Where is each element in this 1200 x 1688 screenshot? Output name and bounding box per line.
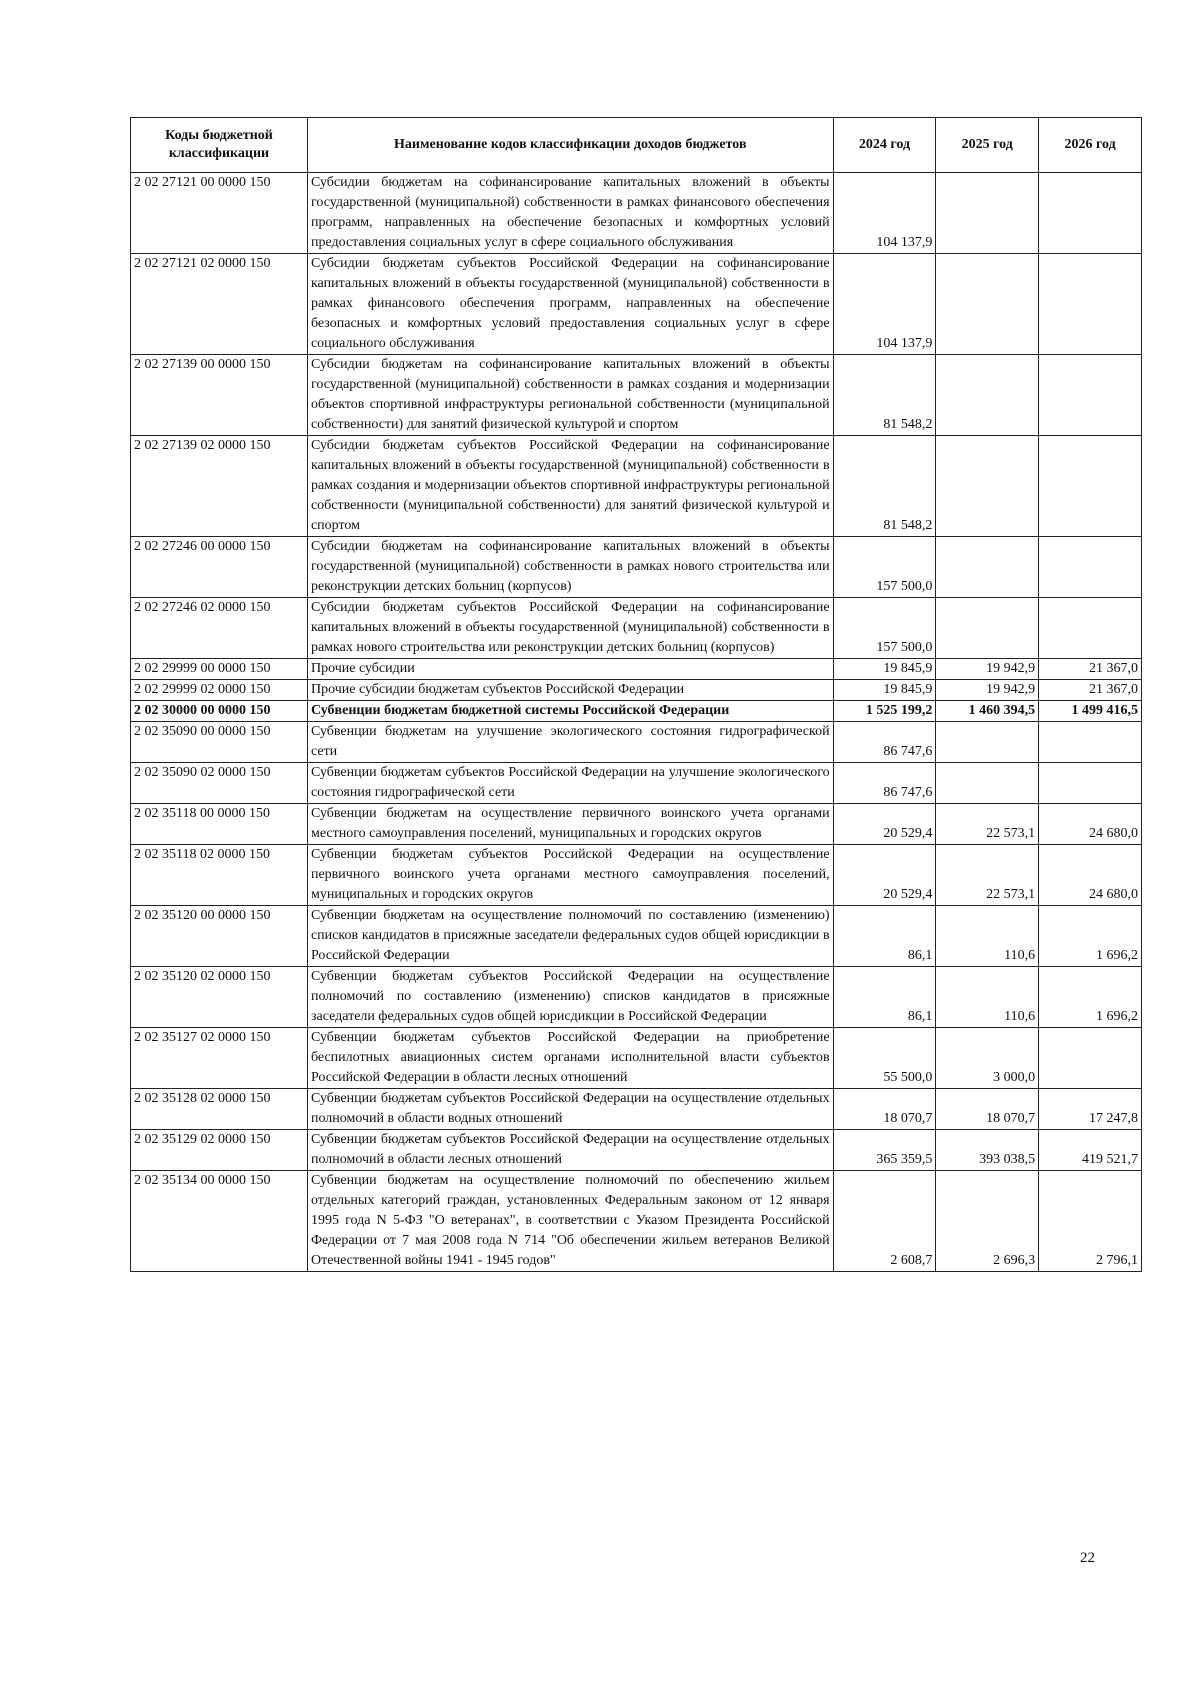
cell-2025: 3 000,0 xyxy=(936,1028,1039,1089)
cell-2026: 419 521,7 xyxy=(1039,1130,1142,1171)
cell-code: 2 02 27139 00 0000 150 xyxy=(131,355,308,436)
cell-2024: 104 137,9 xyxy=(833,254,936,355)
table-row xyxy=(131,659,1142,680)
table-row xyxy=(131,537,1142,598)
cell-2025 xyxy=(936,436,1039,537)
page-number: 22 xyxy=(1080,1550,1095,1566)
cell-2025 xyxy=(936,173,1039,254)
cell-name: Субвенции бюджетам субъектов Российской Федерации на осуществление отдельных полномочий в области лесных отношений xyxy=(307,1130,833,1171)
cell-name: Субвенции бюджетам субъектов Российской Федерации на приобретение беспилотных авиационных систем органами исполнительной власти субъектов Российской Федерации в области лесных отношений xyxy=(307,1028,833,1089)
cell-2024: 20 529,4 xyxy=(833,845,936,906)
cell-name: Прочие субсидии xyxy=(307,659,833,680)
cell-2025: 393 038,5 xyxy=(936,1130,1039,1171)
cell-code: 2 02 35120 02 0000 150 xyxy=(131,967,308,1028)
header-name: Наименование кодов классификации доходов бюджетов xyxy=(307,118,833,173)
cell-code: 2 02 35128 02 0000 150 xyxy=(131,1089,308,1130)
table-row xyxy=(131,598,1142,659)
cell-code: 2 02 27121 00 0000 150 xyxy=(131,173,308,254)
cell-code: 2 02 27246 00 0000 150 xyxy=(131,537,308,598)
cell-2025: 2 696,3 xyxy=(936,1171,1039,1272)
cell-2026: 17 247,8 xyxy=(1039,1089,1142,1130)
cell-2024: 2 608,7 xyxy=(833,1171,936,1272)
header-year-2024: 2024 год xyxy=(833,118,936,173)
cell-code: 2 02 35090 00 0000 150 xyxy=(131,722,308,763)
cell-code: 2 02 30000 00 0000 150 xyxy=(131,701,308,722)
cell-name: Субвенции бюджетам на осуществление полномочий по составлению (изменению) списков кандидатов в присяжные заседатели федеральных судов общей юрисдикции в Российской Федерации xyxy=(307,906,833,967)
table-row xyxy=(131,1171,1142,1272)
cell-2025: 18 070,7 xyxy=(936,1089,1039,1130)
cell-2026: 24 680,0 xyxy=(1039,804,1142,845)
cell-name: Субвенции бюджетам на осуществление первичного воинского учета органами местного самоуправления поселений, муниципальных и городских округов xyxy=(307,804,833,845)
table-row xyxy=(131,701,1142,722)
cell-2025 xyxy=(936,763,1039,804)
cell-2024: 20 529,4 xyxy=(833,804,936,845)
cell-2025 xyxy=(936,537,1039,598)
table-row xyxy=(131,845,1142,906)
cell-2024: 365 359,5 xyxy=(833,1130,936,1171)
cell-name: Субвенции бюджетам субъектов Российской Федерации на улучшение экологического состояния гидрографической сети xyxy=(307,763,833,804)
cell-name: Субсидии бюджетам на софинансирование капитальных вложений в объекты государственной (муниципальной) собственности в рамках нового строительства или реконструкции детских больниц (корпусов) xyxy=(307,537,833,598)
cell-name: Субсидии бюджетам субъектов Российской Федерации на софинансирование капитальных вложений в объекты государственной (муниципальной) собственности в рамках создания и модернизации объектов спортивной инфраструктуры региональной собственности (муниципальной собственности) для занятий физической культурой и спортом xyxy=(307,436,833,537)
cell-code: 2 02 35118 00 0000 150 xyxy=(131,804,308,845)
table-row xyxy=(131,763,1142,804)
budget-revenue-table xyxy=(130,117,1142,1272)
cell-code: 2 02 35129 02 0000 150 xyxy=(131,1130,308,1171)
table-row xyxy=(131,967,1142,1028)
cell-2024: 81 548,2 xyxy=(833,355,936,436)
table-row xyxy=(131,680,1142,701)
cell-code: 2 02 35127 02 0000 150 xyxy=(131,1028,308,1089)
cell-2024: 86,1 xyxy=(833,906,936,967)
cell-2024: 157 500,0 xyxy=(833,537,936,598)
table-row xyxy=(131,722,1142,763)
table-row xyxy=(131,1089,1142,1130)
cell-2026: 21 367,0 xyxy=(1039,680,1142,701)
table-row xyxy=(131,173,1142,254)
cell-2025: 110,6 xyxy=(936,967,1039,1028)
cell-name: Прочие субсидии бюджетам субъектов Российской Федерации xyxy=(307,680,833,701)
cell-2025: 22 573,1 xyxy=(936,845,1039,906)
cell-2026: 1 696,2 xyxy=(1039,906,1142,967)
cell-code: 2 02 27121 02 0000 150 xyxy=(131,254,308,355)
cell-2026 xyxy=(1039,722,1142,763)
cell-2026 xyxy=(1039,173,1142,254)
cell-2025: 110,6 xyxy=(936,906,1039,967)
cell-2025: 1 460 394,5 xyxy=(936,701,1039,722)
cell-2024: 81 548,2 xyxy=(833,436,936,537)
cell-2025 xyxy=(936,722,1039,763)
cell-code: 2 02 27246 02 0000 150 xyxy=(131,598,308,659)
cell-name: Субсидии бюджетам субъектов Российской Федерации на софинансирование капитальных вложений в объекты государственной (муниципальной) собственности в рамках финансового обеспечения программ, направленных на обеспечение безопасных и комфортных условий предоставления социальных услуг в сфере социального обслуживания xyxy=(307,254,833,355)
table-row xyxy=(131,1028,1142,1089)
cell-2026 xyxy=(1039,436,1142,537)
cell-2025 xyxy=(936,254,1039,355)
cell-name: Субвенции бюджетам бюджетной системы Российской Федерации xyxy=(307,701,833,722)
table-header-row xyxy=(131,118,1142,173)
table-row xyxy=(131,906,1142,967)
header-code: Коды бюджетной классификации xyxy=(131,118,308,173)
cell-2024: 1 525 199,2 xyxy=(833,701,936,722)
cell-name: Субвенции бюджетам субъектов Российской Федерации на осуществление первичного воинского учета органами местного самоуправления поселений, муниципальных и городских округов xyxy=(307,845,833,906)
cell-2025: 19 942,9 xyxy=(936,680,1039,701)
cell-2024: 157 500,0 xyxy=(833,598,936,659)
cell-code: 2 02 35090 02 0000 150 xyxy=(131,763,308,804)
cell-2025 xyxy=(936,355,1039,436)
cell-2026 xyxy=(1039,1028,1142,1089)
header-year-2025: 2025 год xyxy=(936,118,1039,173)
cell-2026: 21 367,0 xyxy=(1039,659,1142,680)
cell-2024: 104 137,9 xyxy=(833,173,936,254)
cell-2024: 55 500,0 xyxy=(833,1028,936,1089)
cell-code: 2 02 27139 02 0000 150 xyxy=(131,436,308,537)
cell-2024: 86,1 xyxy=(833,967,936,1028)
cell-2024: 19 845,9 xyxy=(833,659,936,680)
cell-name: Субсидии бюджетам субъектов Российской Федерации на софинансирование капитальных вложений в объекты государственной (муниципальной) собственности в рамках нового строительства или реконструкции детских больниц (корпусов) xyxy=(307,598,833,659)
cell-2026 xyxy=(1039,254,1142,355)
cell-code: 2 02 29999 02 0000 150 xyxy=(131,680,308,701)
cell-2026 xyxy=(1039,355,1142,436)
cell-code: 2 02 35134 00 0000 150 xyxy=(131,1171,308,1272)
cell-2024: 86 747,6 xyxy=(833,722,936,763)
table-row xyxy=(131,355,1142,436)
cell-name: Субвенции бюджетам субъектов Российской Федерации на осуществление отдельных полномочий в области водных отношений xyxy=(307,1089,833,1130)
cell-2026: 24 680,0 xyxy=(1039,845,1142,906)
cell-2026: 2 796,1 xyxy=(1039,1171,1142,1272)
cell-2026 xyxy=(1039,537,1142,598)
header-year-2026: 2026 год xyxy=(1039,118,1142,173)
cell-2026: 1 499 416,5 xyxy=(1039,701,1142,722)
table-body xyxy=(131,173,1142,1272)
cell-2025: 19 942,9 xyxy=(936,659,1039,680)
table-row xyxy=(131,436,1142,537)
cell-2026: 1 696,2 xyxy=(1039,967,1142,1028)
cell-name: Субвенции бюджетам на улучшение экологического состояния гидрографической сети xyxy=(307,722,833,763)
cell-2026 xyxy=(1039,763,1142,804)
cell-2025 xyxy=(936,598,1039,659)
cell-name: Субвенции бюджетам субъектов Российской Федерации на осуществление полномочий по составлению (изменению) списков кандидатов в присяжные заседатели федеральных судов общей юрисдикции в Российской Федерации xyxy=(307,967,833,1028)
cell-2024: 18 070,7 xyxy=(833,1089,936,1130)
table-row xyxy=(131,254,1142,355)
cell-name: Субвенции бюджетам на осуществление полномочий по обеспечению жильем отдельных категорий граждан, установленных Федеральным законом от 12 января 1995 года N 5-ФЗ "О ветеранах", в соответствии с Указом Президента Российской Федерации от 7 мая 2008 года N 714 "Об обеспечении жильем ветеранов Великой Отечественной войны 1941 - 1945 годов" xyxy=(307,1171,833,1272)
cell-code: 2 02 35118 02 0000 150 xyxy=(131,845,308,906)
cell-name: Субсидии бюджетам на софинансирование капитальных вложений в объекты государственной (муниципальной) собственности в рамках создания и модернизации объектов спортивной инфраструктуры региональной собственности (муниципальной собственности) для занятий физической культурой и спортом xyxy=(307,355,833,436)
cell-2025: 22 573,1 xyxy=(936,804,1039,845)
cell-2024: 19 845,9 xyxy=(833,680,936,701)
cell-2024: 86 747,6 xyxy=(833,763,936,804)
cell-2026 xyxy=(1039,598,1142,659)
table-row xyxy=(131,804,1142,845)
table-row xyxy=(131,1130,1142,1171)
cell-code: 2 02 29999 00 0000 150 xyxy=(131,659,308,680)
cell-name: Субсидии бюджетам на софинансирование капитальных вложений в объекты государственной (муниципальной) собственности в рамках финансового обеспечения программ, направленных на обеспечение безопасных и комфортных условий предоставления социальных услуг в сфере социального обслуживания xyxy=(307,173,833,254)
cell-code: 2 02 35120 00 0000 150 xyxy=(131,906,308,967)
